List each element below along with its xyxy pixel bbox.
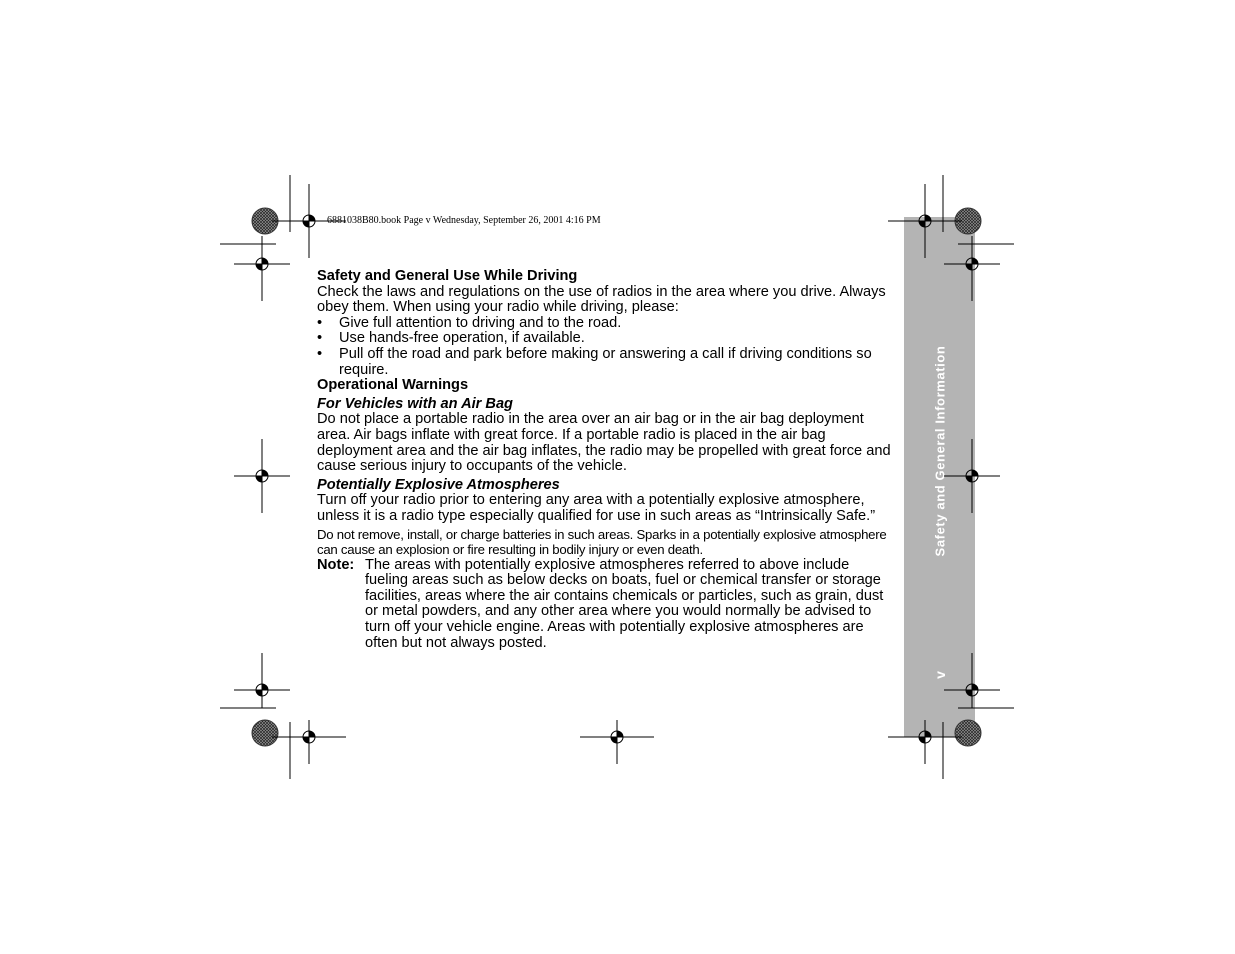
file-info-header: 6881038B80.book Page v Wednesday, September 26, 2001 4:16 PM xyxy=(327,215,601,226)
side-tab-label: Safety and General Information xyxy=(932,345,947,557)
note-block xyxy=(317,558,892,652)
page-body xyxy=(317,269,892,651)
note-label: Note: xyxy=(317,556,355,573)
section-heading-warnings: Operational Warnings xyxy=(317,377,469,394)
subheading-explosive-atmospheres: Potentially Explosive Atmospheres xyxy=(317,476,560,493)
list-item: • Use hands-free operation, if available. xyxy=(317,331,892,347)
driving-bullet-list xyxy=(317,316,892,378)
explosive-paragraph: Turn off your radio prior to entering any area with a potentially explosive atmosphere, unless it is a radio type especially qualified for use in such areas as “Intrinsically Safe.” xyxy=(317,492,876,524)
batteries-warning: Do not remove, install, or charge batteries in such areas. Sparks in a potentially explosive atmosphere can cause an explosion or fire resulting in bodily injury or even death. xyxy=(317,526,887,558)
section-heading-driving: Safety and General Use While Driving xyxy=(317,268,578,284)
subheading-air-bag: For Vehicles with an Air Bag xyxy=(317,395,513,412)
note-text: The areas with potentially explosive atmospheres referred to above include fueling areas such as below decks on boats, fuel or chemical transfer or storage facilities, areas where the air contains chemicals or particles, such as grain, dust or metal powders, and any other area where you would normally be advised to turn off your vehicle engine. Areas with potentially explosive atmospheres are often but not always posted. xyxy=(365,556,884,651)
driving-intro-paragraph: Check the laws and regulations on the use of radios in the area where you drive. Always obey them. When using your radio while driving, please: xyxy=(317,283,886,316)
list-item: • Pull off the road and park before making or answering a call if driving conditions so require. xyxy=(317,347,892,378)
air-bag-paragraph: Do not place a portable radio in the area over an air bag or in the air bag deployment area. Air bags inflate with great force. If a portable radio is placed in the air bag deployment area and the air bag inflates, the radio may be propelled with great force and cause serious injury to occupants of the vehicle. xyxy=(317,411,891,475)
list-item: • Give full attention to driving and to the road. xyxy=(317,316,892,332)
page-number: v xyxy=(931,671,948,679)
